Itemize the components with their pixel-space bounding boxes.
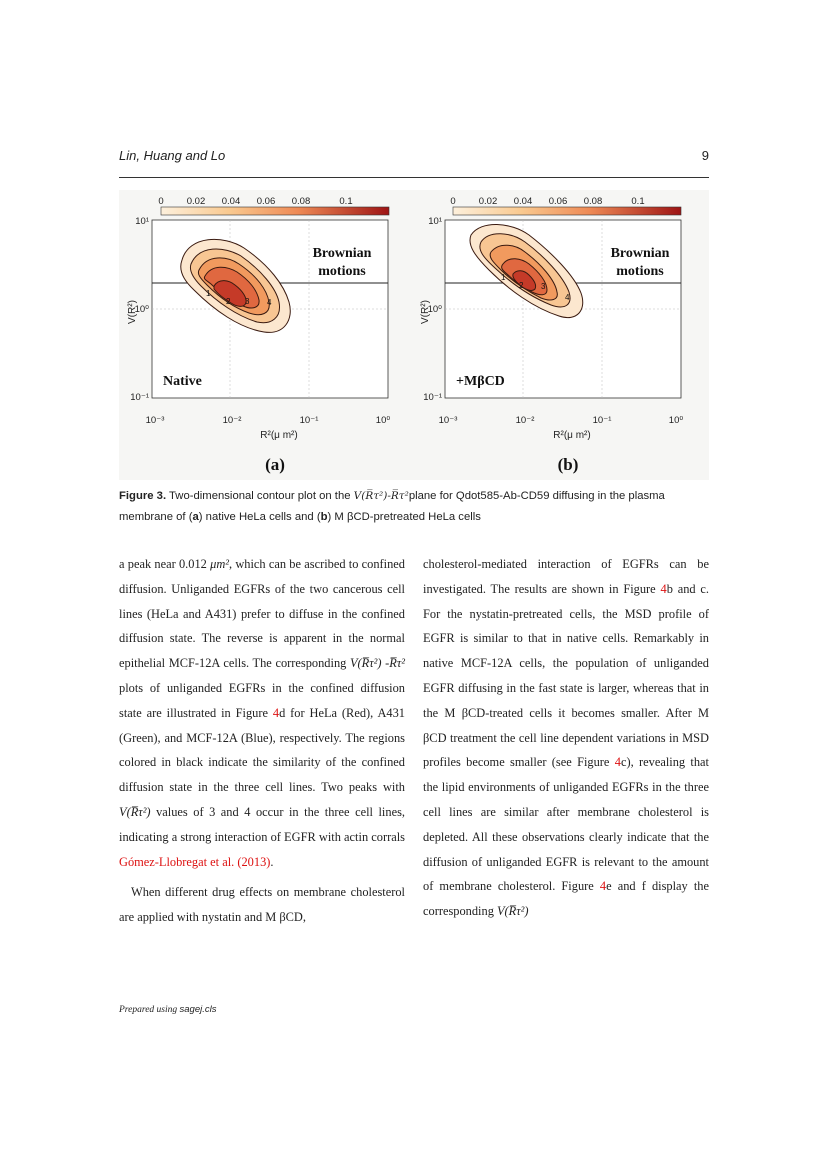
citation-link[interactable]: Gómez-Llobregat et al. <box>119 854 235 869</box>
x-ticks-b <box>439 415 684 426</box>
x-axis-label-b: R²(μ m²) <box>553 430 591 441</box>
citation-year-link[interactable]: (2013) <box>237 854 271 869</box>
peak-label: 4 <box>565 293 570 302</box>
paragraph <box>423 552 709 924</box>
text-run: cholesterol-mediated interaction of EGFRs can be investigated. The results are shown in Figure <box>423 557 709 596</box>
text-run: b and c. For the nystatin-pretreated cells, the MSD profile of EGFR is similar to that in native cells. Remarkably in native MCF-12A cells, the population of unliganded EGFR diffusing in the fast state is larger, whereas that in the M βCD-treated cells it becomes smaller. After M βCD treatment the cell line dependent variations in MSD profiles become smaller (see Figure <box>423 581 709 770</box>
caption-text: plane for Qdot585-Ab-CD59 diffusing in the plasma membrane of ( <box>119 490 665 523</box>
text-run: values of 3 and 4 occur in the three cell lines, indicating a strong interaction of EGFR with actin corrals <box>119 804 405 844</box>
colorbar-tick: 0.04 <box>221 196 241 207</box>
figure-ref-link[interactable]: 4 <box>614 755 621 770</box>
caption-math: V(R̅τ²)-R̅τ² <box>353 490 409 502</box>
colorbar-tick: 0.02 <box>478 196 498 207</box>
panel-letter-b: (b) <box>557 455 579 474</box>
figure-ref-link[interactable]: 4 <box>660 581 667 596</box>
colorbar-tick: 0.06 <box>548 196 568 207</box>
text-run: c), revealing that the lipid environments of unliganded EGFRs in the three cell lines are similar after membrane cholesterol is depleted. All these observations clearly indicate that the diffusion of unliganded EGFR is relevant to the amount of membrane cholesterol. Figure <box>423 755 709 894</box>
figure-caption <box>119 486 711 528</box>
colorbar-tick: 0.06 <box>256 196 276 207</box>
caption-panel-ref: b <box>320 511 328 523</box>
colorbar-tick: 0.1 <box>631 196 645 207</box>
header-authors: Lin, Huang and Lo <box>119 148 226 163</box>
colorbar-b <box>453 207 681 215</box>
region-label-line: Brownian <box>610 246 670 261</box>
x-ticks-a <box>146 415 391 426</box>
body-column-right <box>423 552 709 924</box>
body-column-left <box>119 552 405 930</box>
peak-label: 3 <box>541 282 546 291</box>
colorbar-tick: 0 <box>450 196 456 207</box>
colorbar-tick: 0.02 <box>186 196 206 207</box>
footer-prepared: Prepared using <box>119 1005 180 1015</box>
y-tick: 10⁻¹ <box>423 392 442 403</box>
peak-label: 2 <box>519 281 524 290</box>
running-header <box>119 146 709 168</box>
figure-ref-link[interactable]: 4 <box>599 879 607 894</box>
paragraph: When different drug effects on membrane cholesterol are applied with nystatin and M βCD, <box>119 885 405 925</box>
math-inline: μm² <box>210 557 229 571</box>
colorbar-b-ticks <box>450 196 644 207</box>
caption-text: ) native HeLa cells and ( <box>198 511 321 523</box>
panel-b <box>420 196 683 474</box>
x-tick: 10⁻³ <box>438 415 458 426</box>
text-run: a peak near 0.012 <box>119 557 211 571</box>
text-run: , which can be ascribed to confined diffusion. Unliganded EGFRs of the two cancerous cell lines (HeLa and A431) prefer to diffuse in the confined diffusion state. The reverse is apparent in the normal epithelial MCF-12A cells. The corresponding <box>119 557 406 671</box>
x-axis-label-a: R²(μ m²) <box>260 430 298 441</box>
colorbar-tick: 0.08 <box>583 196 603 207</box>
region-label-line: motions <box>616 264 664 279</box>
peak-label: 3 <box>245 297 250 306</box>
header-rule <box>119 177 709 178</box>
caption-text: ) M βCD-pretreated HeLa cells <box>327 511 481 523</box>
y-tick: 10¹ <box>135 216 149 227</box>
x-tick: 10⁰ <box>375 415 391 426</box>
page-footer <box>119 1004 216 1015</box>
colorbar-a-ticks <box>158 196 352 207</box>
figure-3-graphic <box>119 190 709 480</box>
region-label-line: motions <box>318 264 366 279</box>
x-tick: 10⁻³ <box>145 415 165 426</box>
colorbar-a <box>161 207 389 215</box>
paragraph <box>119 552 405 874</box>
x-tick: 10⁻² <box>515 415 535 426</box>
figure-ref-link[interactable]: 4 <box>272 705 280 720</box>
text-run: plots of unliganded EGFRs in the confined diffusion state are illustrated in Figure <box>119 680 405 720</box>
math-inline: V(R̅τ²) <box>496 904 529 919</box>
panel-letter-a: (a) <box>265 455 285 474</box>
x-tick: 10⁻² <box>222 415 242 426</box>
caption-label: Figure 3. <box>119 490 167 502</box>
peak-label: 2 <box>226 297 231 306</box>
caption-panel-ref: a <box>192 511 199 523</box>
peak-label: 4 <box>267 298 272 307</box>
y-tick: 10⁰ <box>427 304 442 315</box>
colorbar-tick: 0.08 <box>291 196 311 207</box>
text-run: d for HeLa (Red), A431 (Green), and MCF-12A (Blue), respectively. The regions colored in black indicate the similarity of the confined diffusion state in the three cell lines. Two peaks with <box>119 705 405 795</box>
y-tick: 10⁻¹ <box>130 392 149 403</box>
y-tick: 10¹ <box>428 216 442 227</box>
y-tick: 10⁰ <box>134 304 149 315</box>
region-label-line: Brownian <box>312 246 372 261</box>
math-inline: V(R̅τ²) -R̅τ² <box>349 656 405 671</box>
panel-a <box>127 196 390 474</box>
page-number: 9 <box>701 148 709 163</box>
text-run: . <box>270 854 274 869</box>
x-tick: 10⁰ <box>668 415 684 426</box>
caption-text: Two-dimensional contour plot on the <box>169 490 354 502</box>
colorbar-tick: 0.04 <box>513 196 533 207</box>
condition-label-a: Native <box>163 374 202 389</box>
condition-label-b: +MβCD <box>456 374 505 389</box>
text-run: e and f display the corresponding <box>423 879 710 919</box>
x-tick: 10⁻¹ <box>592 415 612 426</box>
math-inline: V(R̅τ²) <box>119 804 151 819</box>
colorbar-tick: 0 <box>158 196 164 207</box>
peak-label: 1 <box>501 273 506 282</box>
y-axis-label-a: V(R²) <box>127 300 138 324</box>
figure-3 <box>119 190 709 480</box>
peak-label: 1 <box>206 289 211 298</box>
footer-class-file: sagej.cls <box>179 1004 217 1015</box>
y-axis-label-b: V(R²) <box>420 300 431 324</box>
colorbar-tick: 0.1 <box>339 196 353 207</box>
x-tick: 10⁻¹ <box>299 415 319 426</box>
